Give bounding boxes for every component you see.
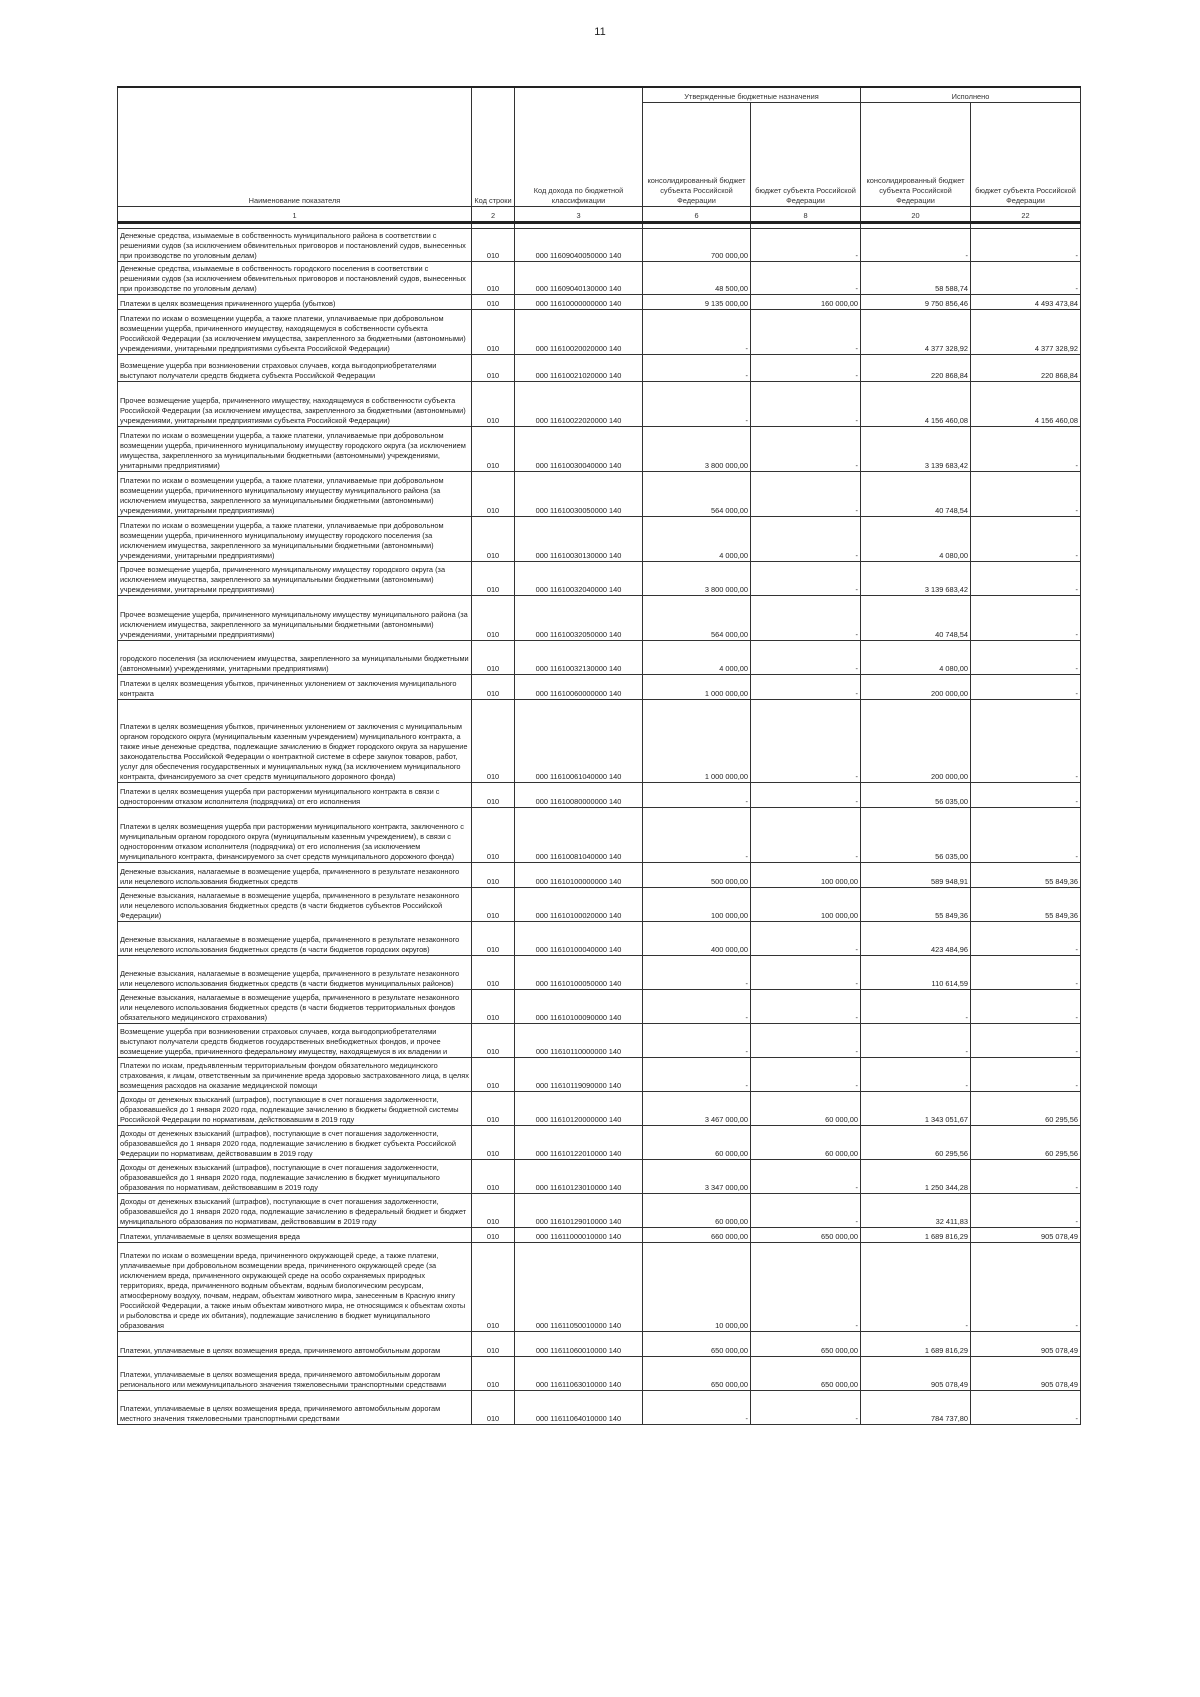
row-executed-consolidated: 9 750 856,46 — [861, 295, 971, 310]
row-name: Денежные взыскания, налагаемые в возмещение ущерба, причиненного в результате незаконного или нецелевого использования бюджетных средств (в части бюджетов городских округов) — [118, 922, 472, 956]
header-name: Наименование показателя — [118, 87, 472, 207]
row-code: 010 — [472, 596, 515, 641]
table-row — [118, 675, 1081, 700]
row-income-code: 000 11610122010000 140 — [515, 1126, 643, 1160]
table-row — [118, 956, 1081, 990]
row-approved-consolidated: 60 000,00 — [643, 1126, 751, 1160]
row-approved-consolidated: - — [643, 1024, 751, 1058]
table-row — [118, 1160, 1081, 1194]
row-name: Платежи, уплачиваемые в целях возмещения вреда — [118, 1228, 472, 1243]
row-executed-subject: - — [971, 1243, 1081, 1332]
header-executed-consolidated: консолидированный бюджет субъекта Российской Федерации — [861, 103, 971, 207]
row-income-code: 000 11610032130000 140 — [515, 641, 643, 675]
row-income-code: 000 11611060010000 140 — [515, 1332, 643, 1357]
row-executed-consolidated: 589 948,91 — [861, 863, 971, 888]
row-approved-consolidated: 660 000,00 — [643, 1228, 751, 1243]
row-approved-subject: - — [751, 700, 861, 783]
row-name: Платежи, уплачиваемые в целях возмещения вреда, причиняемого автомобильным дорогам — [118, 1332, 472, 1357]
row-code: 010 — [472, 427, 515, 472]
row-income-code: 000 11610100020000 140 — [515, 888, 643, 922]
row-code: 010 — [472, 675, 515, 700]
row-approved-subject: - — [751, 922, 861, 956]
row-approved-subject: - — [751, 382, 861, 427]
table-row — [118, 1024, 1081, 1058]
row-approved-consolidated: - — [643, 808, 751, 863]
row-executed-subject: 4 493 473,84 — [971, 295, 1081, 310]
row-code: 010 — [472, 382, 515, 427]
row-approved-subject: - — [751, 472, 861, 517]
row-executed-subject: - — [971, 783, 1081, 808]
row-executed-subject: - — [971, 1391, 1081, 1425]
row-approved-subject: - — [751, 956, 861, 990]
table-row — [118, 641, 1081, 675]
row-executed-consolidated: 4 377 328,92 — [861, 310, 971, 355]
row-approved-subject: - — [751, 355, 861, 382]
row-approved-consolidated: - — [643, 1391, 751, 1425]
row-approved-subject: - — [751, 808, 861, 863]
row-income-code: 000 11610032050000 140 — [515, 596, 643, 641]
row-name: Прочее возмещение ущерба, причиненного имуществу, находящемуся в собственности субъекта Российской Федерации (за исключением имущества, закрепленного за бюджетными (автономными) учреждениями, унитарными предприятиями субъекта Российской Федерации) — [118, 382, 472, 427]
row-executed-consolidated: - — [861, 1024, 971, 1058]
row-executed-consolidated: 4 156 460,08 — [861, 382, 971, 427]
row-income-code: 000 11610120000000 140 — [515, 1092, 643, 1126]
row-approved-consolidated: - — [643, 783, 751, 808]
row-executed-consolidated: 1 250 344,28 — [861, 1160, 971, 1194]
row-name: Прочее возмещение ущерба, причиненного муниципальному имуществу муниципального района (за исключением имущества, закрепленного за муниципальными бюджетными (автономными) учреждениями, унитарными предприятиями) — [118, 596, 472, 641]
row-executed-consolidated: 4 080,00 — [861, 641, 971, 675]
row-executed-consolidated: 905 078,49 — [861, 1357, 971, 1391]
row-name: Платежи в целях возмещения ущерба при расторжении муниципального контракта в связи с односторонним отказом исполнителя (подрядчика) от его исполнения — [118, 783, 472, 808]
row-executed-subject: - — [971, 472, 1081, 517]
row-code: 010 — [472, 229, 515, 262]
header-approved-consolidated: консолидированный бюджет субъекта Российской Федерации — [643, 103, 751, 207]
row-executed-consolidated: - — [861, 1058, 971, 1092]
row-income-code: 000 11610080000000 140 — [515, 783, 643, 808]
row-executed-subject: - — [971, 1160, 1081, 1194]
row-approved-consolidated: 9 135 000,00 — [643, 295, 751, 310]
row-income-code: 000 11610129010000 140 — [515, 1194, 643, 1228]
row-income-code: 000 11610100040000 140 — [515, 922, 643, 956]
row-name: Платежи по искам, предъявленным территориальным фондом обязательного медицинского страхования, к лицам, ответственным за причинение вреда здоровью застрахованного лица, в целях возмещения расходов на оказание медицинской помощи — [118, 1058, 472, 1092]
row-code: 010 — [472, 562, 515, 596]
row-code: 010 — [472, 355, 515, 382]
row-income-code: 000 11610060000000 140 — [515, 675, 643, 700]
table-body — [118, 223, 1081, 1425]
row-executed-subject: - — [971, 990, 1081, 1024]
row-income-code: 000 11610022020000 140 — [515, 382, 643, 427]
row-approved-subject: - — [751, 1024, 861, 1058]
table-row — [118, 990, 1081, 1024]
row-executed-subject: - — [971, 229, 1081, 262]
row-executed-subject: - — [971, 427, 1081, 472]
row-executed-subject: 905 078,49 — [971, 1228, 1081, 1243]
row-approved-consolidated: 500 000,00 — [643, 863, 751, 888]
row-approved-consolidated: - — [643, 956, 751, 990]
row-executed-subject: - — [971, 700, 1081, 783]
row-income-code: 000 11610100050000 140 — [515, 956, 643, 990]
row-approved-subject: 650 000,00 — [751, 1357, 861, 1391]
row-executed-subject: 4 156 460,08 — [971, 382, 1081, 427]
row-name: Платежи в целях возмещения убытков, причиненных уклонением от заключения с муниципальным органом городского округа (муниципальным казенным учреждением) муниципального контракта, а также иные денежные средства, подлежащие зачислению в бюджет городского округа за нарушение законодательства Российской Федерации о контрактной системе в сфере закупок товаров, работ, услуг для обеспечения государственных и муниципальных нужд (за исключением муниципального контракта, финансируемого за счет средств муниципального дорожного фонда) — [118, 700, 472, 783]
row-approved-consolidated: 48 500,00 — [643, 262, 751, 295]
row-executed-subject: 55 849,36 — [971, 888, 1081, 922]
row-approved-subject: - — [751, 596, 861, 641]
row-executed-consolidated: 220 868,84 — [861, 355, 971, 382]
row-executed-consolidated: 56 035,00 — [861, 783, 971, 808]
row-income-code: 000 11610100000000 140 — [515, 863, 643, 888]
row-income-code: 000 11610110000000 140 — [515, 1024, 643, 1058]
row-name: Платежи в целях возмещения ущерба при расторжении муниципального контракта, заключенного с муниципальным органом городского округа (муниципальным казенным учреждением), в связи с односторонним отказом исполнителя (подрядчика) от его исполнения (за исключением муниципального контракта, финансируемого за счет средств муниципального дорожного фонда) — [118, 808, 472, 863]
row-income-code: 000 11610123010000 140 — [515, 1160, 643, 1194]
row-name: Доходы от денежных взысканий (штрафов), поступающие в счет погашения задолженности, образовавшейся до 1 января 2020 года, подлежащие зачислению в федеральный бюджет и бюджет муниципального образования по нормативам, действовавшим в 2019 году — [118, 1194, 472, 1228]
row-name: Платежи, уплачиваемые в целях возмещения вреда, причиняемого автомобильным дорогам регионального или межмуниципального значения тяжеловесными транспортными средствами — [118, 1357, 472, 1391]
row-executed-subject: 60 295,56 — [971, 1126, 1081, 1160]
row-executed-subject: - — [971, 956, 1081, 990]
row-name: Возмещение ущерба при возникновении страховых случаев, когда выгодоприобретателями выступают получатели средств бюджета субъекта Российской Федерации — [118, 355, 472, 382]
row-approved-consolidated: 1 000 000,00 — [643, 700, 751, 783]
col-number: 8 — [751, 207, 861, 223]
row-income-code: 000 11610030040000 140 — [515, 427, 643, 472]
row-approved-subject: - — [751, 1243, 861, 1332]
row-income-code: 000 11611064010000 140 — [515, 1391, 643, 1425]
table-row — [118, 922, 1081, 956]
page-number: 11 — [594, 26, 606, 38]
row-approved-subject: 160 000,00 — [751, 295, 861, 310]
row-code: 010 — [472, 295, 515, 310]
row-code: 010 — [472, 1126, 515, 1160]
row-approved-consolidated: 3 800 000,00 — [643, 562, 751, 596]
table-row — [118, 596, 1081, 641]
row-income-code: 000 11611050010000 140 — [515, 1243, 643, 1332]
table-row — [118, 310, 1081, 355]
row-approved-subject: - — [751, 427, 861, 472]
row-executed-subject: - — [971, 562, 1081, 596]
col-number: 3 — [515, 207, 643, 223]
row-code: 010 — [472, 517, 515, 562]
row-approved-consolidated: 564 000,00 — [643, 596, 751, 641]
row-code: 010 — [472, 1024, 515, 1058]
row-income-code: 000 11610081040000 140 — [515, 808, 643, 863]
row-executed-consolidated: 40 748,54 — [861, 596, 971, 641]
row-name: Денежные средства, изымаемые в собственность муниципального района в соответствии с решениями судов (за исключением обвинительных приговоров и постановлений судов, вынесенных при производстве по уголовным делам) — [118, 229, 472, 262]
row-approved-subject: - — [751, 1391, 861, 1425]
table-row — [118, 355, 1081, 382]
row-name: Платежи в целях возмещения убытков, причиненных уклонением от заключения муниципального контракта — [118, 675, 472, 700]
row-approved-consolidated: 650 000,00 — [643, 1332, 751, 1357]
row-approved-consolidated: 100 000,00 — [643, 888, 751, 922]
row-approved-subject: 650 000,00 — [751, 1228, 861, 1243]
table-row — [118, 427, 1081, 472]
row-name: Денежные средства, изымаемые в собственность городского поселения в соответствии с решениями судов (за исключением обвинительных приговоров и постановлений судов, вынесенных при производстве по уголовным делам) — [118, 262, 472, 295]
row-approved-subject: - — [751, 641, 861, 675]
row-name: Платежи, уплачиваемые в целях возмещения вреда, причиняемого автомобильным дорогам местного значения тяжеловесными транспортными средствами — [118, 1391, 472, 1425]
row-approved-subject: - — [751, 1058, 861, 1092]
row-approved-subject: - — [751, 675, 861, 700]
row-approved-consolidated: 60 000,00 — [643, 1194, 751, 1228]
row-code: 010 — [472, 1243, 515, 1332]
table-row — [118, 808, 1081, 863]
row-approved-consolidated: - — [643, 382, 751, 427]
row-code: 010 — [472, 472, 515, 517]
row-executed-consolidated: 3 139 683,42 — [861, 427, 971, 472]
row-executed-subject: 60 295,56 — [971, 1092, 1081, 1126]
table-row — [118, 1391, 1081, 1425]
row-name: Платежи в целях возмещения причиненного ущерба (убытков) — [118, 295, 472, 310]
table-row — [118, 1228, 1081, 1243]
table-row — [118, 472, 1081, 517]
row-code: 010 — [472, 641, 515, 675]
row-executed-subject: - — [971, 808, 1081, 863]
row-executed-consolidated: 55 849,36 — [861, 888, 971, 922]
row-name: городского поселения (за исключением имущества, закрепленного за муниципальными бюджетными (автономными) учреждениями, унитарными предприятиями) — [118, 641, 472, 675]
row-executed-consolidated: 1 689 816,29 — [861, 1332, 971, 1357]
row-income-code: 000 11610032040000 140 — [515, 562, 643, 596]
header-executed-subject: бюджет субъекта Российской Федерации — [971, 103, 1081, 207]
table-row — [118, 229, 1081, 262]
row-executed-consolidated: 423 484,96 — [861, 922, 971, 956]
row-approved-consolidated: 400 000,00 — [643, 922, 751, 956]
row-executed-consolidated: - — [861, 990, 971, 1024]
row-code: 010 — [472, 1160, 515, 1194]
row-income-code: 000 11610021020000 140 — [515, 355, 643, 382]
row-approved-consolidated: 564 000,00 — [643, 472, 751, 517]
row-approved-subject: 100 000,00 — [751, 863, 861, 888]
row-name: Платежи по искам о возмещении ущерба, а также платежи, уплачиваемые при добровольном возмещении ущерба, причиненного муниципальному имуществу городского округа (за исключением имущества, закрепленного за муниципальными бюджетными (автономными) учреждениями, унитарными предприятиями) — [118, 427, 472, 472]
row-code: 010 — [472, 956, 515, 990]
row-executed-subject: - — [971, 641, 1081, 675]
row-approved-consolidated: 650 000,00 — [643, 1357, 751, 1391]
row-executed-consolidated: 60 295,56 — [861, 1126, 971, 1160]
row-income-code: 000 11609040050000 140 — [515, 229, 643, 262]
row-executed-subject: - — [971, 922, 1081, 956]
row-name: Платежи по искам о возмещении ущерба, а также платежи, уплачиваемые при добровольном возмещении ущерба, причиненного муниципальному имуществу муниципального района (за исключением имущества, закрепленного за муниципальными бюджетными (автономными) учреждениями, унитарными предприятиями) — [118, 472, 472, 517]
table-row — [118, 1243, 1081, 1332]
table-row — [118, 783, 1081, 808]
row-income-code: 000 11609040130000 140 — [515, 262, 643, 295]
row-income-code: 000 11610000000000 140 — [515, 295, 643, 310]
col-number: 6 — [643, 207, 751, 223]
table-row — [118, 888, 1081, 922]
row-executed-consolidated: 784 737,80 — [861, 1391, 971, 1425]
row-name: Денежные взыскания, налагаемые в возмещение ущерба, причиненного в результате незаконного или нецелевого использования бюджетных средств (в части бюджетов территориальных фондов обязательного медицинского страхования) — [118, 990, 472, 1024]
row-approved-subject: - — [751, 310, 861, 355]
header-approved-subject: бюджет субъекта Российской Федерации — [751, 103, 861, 207]
row-code: 010 — [472, 1391, 515, 1425]
row-code: 010 — [472, 310, 515, 355]
row-approved-consolidated: 10 000,00 — [643, 1243, 751, 1332]
row-approved-consolidated: 4 000,00 — [643, 517, 751, 562]
row-approved-subject: - — [751, 1194, 861, 1228]
row-executed-consolidated: 58 588,74 — [861, 262, 971, 295]
row-approved-subject: - — [751, 517, 861, 562]
row-approved-consolidated: - — [643, 990, 751, 1024]
row-code: 010 — [472, 700, 515, 783]
row-name: Прочее возмещение ущерба, причиненного муниципальному имуществу городского округа (за исключением имущества, закрепленного за муниципальными бюджетными (автономными) учреждениями, унитарными предприятиями) — [118, 562, 472, 596]
row-approved-subject: 650 000,00 — [751, 1332, 861, 1357]
row-executed-consolidated: 110 614,59 — [861, 956, 971, 990]
row-executed-consolidated: 200 000,00 — [861, 700, 971, 783]
row-approved-consolidated: 4 000,00 — [643, 641, 751, 675]
row-approved-subject: - — [751, 229, 861, 262]
row-executed-subject: 220 868,84 — [971, 355, 1081, 382]
row-name: Платежи по искам о возмещении ущерба, а также платежи, уплачиваемые при добровольном возмещении ущерба, причиненного имуществу, находящемуся в собственности субъекта Российской Федерации (за исключением имущества, закрепленного за бюджетными (автономными) учреждениями, унитарными предприятиями субъекта Российской Федерации) — [118, 310, 472, 355]
row-executed-consolidated: 56 035,00 — [861, 808, 971, 863]
col-number: 20 — [861, 207, 971, 223]
row-approved-subject: 100 000,00 — [751, 888, 861, 922]
row-executed-consolidated: 4 080,00 — [861, 517, 971, 562]
row-code: 010 — [472, 1058, 515, 1092]
row-approved-subject: 60 000,00 — [751, 1126, 861, 1160]
col-number: 2 — [472, 207, 515, 223]
row-approved-subject: - — [751, 562, 861, 596]
table-row — [118, 700, 1081, 783]
row-executed-subject: - — [971, 596, 1081, 641]
row-code: 010 — [472, 1092, 515, 1126]
row-approved-consolidated: 3 467 000,00 — [643, 1092, 751, 1126]
header-executed-group: Исполнено — [861, 87, 1081, 103]
row-approved-consolidated: 3 800 000,00 — [643, 427, 751, 472]
row-approved-consolidated: 700 000,00 — [643, 229, 751, 262]
row-approved-consolidated: - — [643, 355, 751, 382]
row-executed-consolidated: - — [861, 229, 971, 262]
table-row — [118, 517, 1081, 562]
row-code: 010 — [472, 808, 515, 863]
row-executed-subject: - — [971, 262, 1081, 295]
row-approved-consolidated: 1 000 000,00 — [643, 675, 751, 700]
table-row — [118, 1194, 1081, 1228]
row-executed-subject: - — [971, 1058, 1081, 1092]
row-code: 010 — [472, 262, 515, 295]
row-executed-consolidated: 1 689 816,29 — [861, 1228, 971, 1243]
row-income-code: 000 11610100090000 140 — [515, 990, 643, 1024]
row-approved-consolidated: - — [643, 310, 751, 355]
header-code: Код строки — [472, 87, 515, 207]
table-row — [118, 382, 1081, 427]
row-executed-subject: - — [971, 517, 1081, 562]
row-executed-subject: - — [971, 1024, 1081, 1058]
row-code: 010 — [472, 863, 515, 888]
row-executed-consolidated: 40 748,54 — [861, 472, 971, 517]
row-income-code: 000 11610020020000 140 — [515, 310, 643, 355]
row-name: Платежи по искам о возмещении вреда, причиненного окружающей среде, а также платежи, уплачиваемые при добровольном возмещении вреда, причиненного окружающей среде (за исключением вреда, причиненного окружающей среде на особо охраняемых природных территориях, вреда, причиненного водным объектам, водным биологическим ресурсам, атмосферному воздуху, почвам, недрам, объектам животного мира, занесенным в Красную книгу Российской Федерации, а также иным объектам животного мира, не относящимся к объектам охоты и рыболовства и среде их обитания), подлежащие зачислению в бюджет муниципального образования — [118, 1243, 472, 1332]
table-row — [118, 1357, 1081, 1391]
row-code: 010 — [472, 922, 515, 956]
row-executed-consolidated: 3 139 683,42 — [861, 562, 971, 596]
row-name: Доходы от денежных взысканий (штрафов), поступающие в счет погашения задолженности, образовавшейся до 1 января 2020 года, подлежащие зачислению в бюджет муниципального образования по нормативам, действовавшим в 2019 году — [118, 1160, 472, 1194]
row-approved-subject: - — [751, 262, 861, 295]
row-income-code: 000 11610119090000 140 — [515, 1058, 643, 1092]
row-code: 010 — [472, 1357, 515, 1391]
table-row — [118, 1126, 1081, 1160]
row-executed-consolidated: 200 000,00 — [861, 675, 971, 700]
row-code: 010 — [472, 1228, 515, 1243]
row-name: Платежи по искам о возмещении ущерба, а также платежи, уплачиваемые при добровольном возмещении ущерба, причиненного муниципальному имуществу городского поселения (за исключением имущества, закрепленного за муниципальными бюджетными (автономными) учреждениями, унитарными предприятиями) — [118, 517, 472, 562]
row-name: Возмещение ущерба при возникновении страховых случаев, когда выгодоприобретателями выступают получатели средств бюджетов государственных внебюджетных фондов, и прочее возмещение ущерба, причиненного федеральному имуществу, находящемуся в их владении и — [118, 1024, 472, 1058]
table-row — [118, 1092, 1081, 1126]
row-executed-subject: - — [971, 675, 1081, 700]
row-code: 010 — [472, 1332, 515, 1357]
header-approved-group: Утвержденные бюджетные назначения — [643, 87, 861, 103]
row-name: Денежные взыскания, налагаемые в возмещение ущерба, причиненного в результате незаконного или нецелевого использования бюджетных средств — [118, 863, 472, 888]
row-income-code: 000 11610061040000 140 — [515, 700, 643, 783]
row-executed-subject: 4 377 328,92 — [971, 310, 1081, 355]
col-number: 1 — [118, 207, 472, 223]
row-approved-subject: 60 000,00 — [751, 1092, 861, 1126]
row-executed-subject: - — [971, 1194, 1081, 1228]
row-name: Денежные взыскания, налагаемые в возмещение ущерба, причиненного в результате незаконного или нецелевого использования бюджетных средств (в части бюджетов муниципальных районов) — [118, 956, 472, 990]
row-code: 010 — [472, 888, 515, 922]
row-code: 010 — [472, 990, 515, 1024]
row-income-code: 000 11611000010000 140 — [515, 1228, 643, 1243]
row-name: Доходы от денежных взысканий (штрафов), поступающие в счет погашения задолженности, образовавшейся до 1 января 2020 года, подлежащие зачислению в бюджеты бюджетной системы Российской Федерации по нормативам, действовавшим в 2019 году — [118, 1092, 472, 1126]
table-row — [118, 1332, 1081, 1357]
row-executed-consolidated: - — [861, 1243, 971, 1332]
row-executed-consolidated: 32 411,83 — [861, 1194, 971, 1228]
row-income-code: 000 11610030130000 140 — [515, 517, 643, 562]
table-row — [118, 295, 1081, 310]
row-approved-subject: - — [751, 783, 861, 808]
row-approved-subject: - — [751, 990, 861, 1024]
col-number: 22 — [971, 207, 1081, 223]
row-executed-subject: 905 078,49 — [971, 1332, 1081, 1357]
table-row — [118, 1058, 1081, 1092]
row-approved-consolidated: - — [643, 1058, 751, 1092]
header-income-code: Код дохода по бюджетной классификации — [515, 87, 643, 207]
row-name: Доходы от денежных взысканий (штрафов), поступающие в счет погашения задолженности, образовавшейся до 1 января 2020 года, подлежащие зачислению в бюджет субъекта Российской Федерации по нормативам, действовавшим в 2019 году — [118, 1126, 472, 1160]
row-executed-subject: 905 078,49 — [971, 1357, 1081, 1391]
table-row — [118, 863, 1081, 888]
row-executed-consolidated: 1 343 051,67 — [861, 1092, 971, 1126]
table-row — [118, 562, 1081, 596]
budget-execution-table — [117, 86, 1081, 1425]
row-name: Денежные взыскания, налагаемые в возмещение ущерба, причиненного в результате незаконного или нецелевого использования бюджетных средств (в части бюджетов субъектов Российской Федерации) — [118, 888, 472, 922]
row-executed-subject: 55 849,36 — [971, 863, 1081, 888]
row-approved-consolidated: 3 347 000,00 — [643, 1160, 751, 1194]
table-row — [118, 262, 1081, 295]
row-income-code: 000 11611063010000 140 — [515, 1357, 643, 1391]
row-income-code: 000 11610030050000 140 — [515, 472, 643, 517]
row-code: 010 — [472, 1194, 515, 1228]
row-approved-subject: - — [751, 1160, 861, 1194]
row-code: 010 — [472, 783, 515, 808]
